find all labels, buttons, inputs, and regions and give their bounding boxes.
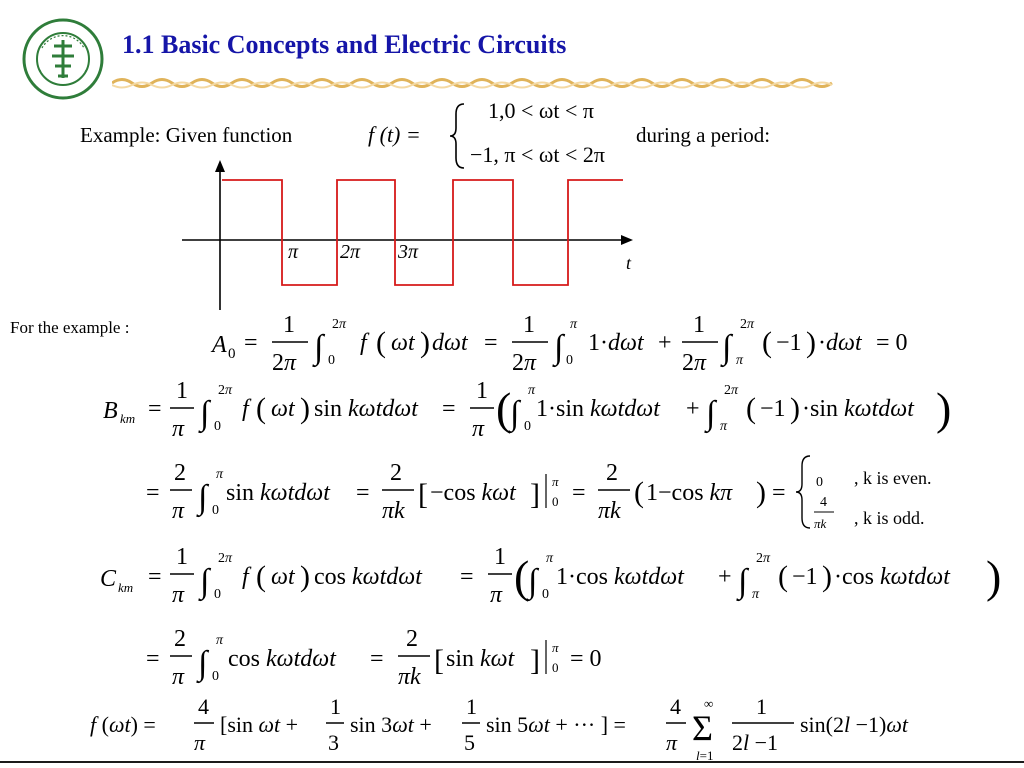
svg-text:=: =: [484, 330, 498, 356]
svg-text:2π: 2π: [740, 317, 755, 332]
svg-text:2π: 2π: [724, 383, 739, 398]
equation-bkm: [103, 378, 951, 442]
svg-text:−cos kωt: −cos kωt: [430, 480, 516, 506]
svg-text:π: π: [216, 633, 224, 648]
svg-text:1: 1: [176, 544, 188, 570]
svg-text:πk: πk: [382, 498, 405, 524]
svg-text:∫: ∫: [314, 329, 324, 366]
svg-text:cos kωtdωt: cos kωtdωt: [228, 646, 336, 672]
svg-text:2π: 2π: [218, 383, 233, 398]
svg-text:π: π: [172, 664, 185, 690]
svg-text:): ): [822, 560, 832, 593]
svg-text:∫: ∫: [722, 329, 732, 366]
svg-text:sin 3ωt +: sin 3ωt +: [350, 712, 432, 737]
svg-text:(: (: [256, 392, 266, 425]
svg-text:∫: ∫: [198, 479, 208, 516]
title-divider: [112, 74, 842, 92]
svg-text:]: ]: [530, 478, 540, 511]
svg-text:f (ωt) =: f (ωt) =: [90, 712, 156, 737]
svg-text:1: 1: [693, 312, 705, 338]
svg-text:1: 1: [283, 312, 295, 338]
svg-text:=: =: [148, 396, 162, 422]
svg-text:=: =: [244, 330, 258, 356]
svg-text:∫: ∫: [738, 563, 748, 600]
t-axis-label: t: [626, 253, 632, 273]
svg-text:0: 0: [214, 587, 221, 602]
svg-text:2: 2: [406, 626, 418, 652]
svg-text:2: 2: [606, 460, 618, 486]
svg-text:0: 0: [552, 494, 559, 509]
svg-text:f: f: [242, 396, 249, 422]
square-wave-figure: [170, 155, 650, 315]
svg-text:0: 0: [212, 503, 219, 518]
svg-text:π: π: [552, 640, 559, 655]
svg-text:π: π: [546, 551, 554, 566]
tick-label-3pi: 3π: [398, 241, 419, 263]
svg-text:2π: 2π: [756, 551, 771, 566]
svg-text:π: π: [172, 582, 185, 608]
svg-text:0: 0: [328, 353, 335, 368]
x-axis-arrow: [621, 235, 633, 245]
svg-text:π: π: [736, 353, 744, 368]
bottom-rule: [0, 761, 1024, 763]
svg-text:0: 0: [542, 587, 549, 602]
svg-text:=: =: [146, 480, 160, 506]
svg-text:−1: −1: [792, 564, 818, 590]
svg-text:): ): [936, 383, 952, 434]
svg-text:ωt: ωt: [271, 564, 295, 590]
tick-label-pi: π: [288, 241, 299, 263]
svg-text:π: π: [194, 730, 206, 755]
svg-text:π: π: [172, 416, 185, 442]
svg-text:π: π: [570, 317, 578, 332]
svg-text:−1: −1: [776, 330, 802, 356]
svg-text:l=1: l=1: [696, 748, 714, 760]
svg-text:1: 1: [523, 312, 535, 338]
svg-text:π: π: [490, 582, 503, 608]
svg-text:4: 4: [198, 694, 209, 719]
equations-block: [0, 300, 1024, 760]
svg-text:2l −1: 2l −1: [732, 730, 779, 755]
svg-text:): ): [790, 392, 800, 425]
svg-text:2π: 2π: [682, 350, 707, 376]
svg-text:sin(2l −1)ωt: sin(2l −1)ωt: [800, 712, 909, 737]
svg-text:1: 1: [330, 694, 341, 719]
svg-text:f: f: [360, 330, 367, 356]
svg-text:A: A: [212, 332, 227, 358]
svg-text:2π: 2π: [332, 317, 347, 332]
svg-text:π: π: [216, 467, 224, 482]
svg-text:∞: ∞: [704, 696, 714, 711]
svg-text:km: km: [120, 411, 136, 426]
parity-even-label: , k is even.: [854, 468, 932, 488]
svg-text:1: 1: [756, 694, 767, 719]
svg-text:[: [: [418, 478, 428, 511]
svg-text:[sin ωt +: [sin ωt +: [220, 712, 299, 737]
svg-text:∫: ∫: [510, 395, 520, 432]
svg-text:2: 2: [390, 460, 402, 486]
svg-text:=: =: [572, 480, 586, 506]
svg-text:=: =: [148, 564, 162, 590]
svg-text:∫: ∫: [706, 395, 716, 432]
svg-text:πk: πk: [398, 664, 421, 690]
svg-text:): ): [300, 392, 310, 425]
slide-title: 1.1 Basic Concepts and Electric Circuits: [122, 30, 567, 59]
svg-text:+: +: [718, 564, 732, 590]
svg-text:·dωt: ·dωt: [818, 330, 862, 356]
svg-text:1: 1: [494, 544, 506, 570]
svg-text:sin kωtdωt: sin kωtdωt: [226, 480, 330, 506]
svg-text:2: 2: [174, 460, 186, 486]
svg-text:=: =: [146, 646, 160, 672]
svg-text:): ): [806, 326, 816, 359]
svg-text:0: 0: [566, 353, 573, 368]
svg-text:0: 0: [228, 346, 236, 362]
svg-text:5: 5: [464, 730, 475, 755]
svg-text:1·dωt: 1·dωt: [588, 330, 644, 356]
svg-text:B: B: [103, 398, 118, 424]
svg-text:∫: ∫: [554, 329, 564, 366]
svg-text:dωt: dωt: [432, 330, 468, 356]
equation-a0: [210, 312, 908, 376]
svg-text:(: (: [762, 326, 772, 359]
svg-text:3: 3: [328, 730, 339, 755]
svg-text:4: 4: [670, 694, 681, 719]
svg-text:=: =: [772, 480, 786, 506]
parity-odd-den: πk: [814, 516, 827, 531]
svg-text:π: π: [720, 419, 728, 434]
svg-text:π: π: [752, 587, 760, 602]
svg-text:sin 5ωt + ··· ] =: sin 5ωt + ··· ] =: [486, 712, 626, 737]
svg-text:): ): [300, 560, 310, 593]
svg-text:1−cos kπ: 1−cos kπ: [646, 480, 733, 506]
svg-text:1: 1: [466, 694, 477, 719]
svg-text:0: 0: [214, 419, 221, 434]
svg-text:(: (: [634, 476, 644, 509]
svg-text:1: 1: [476, 378, 488, 404]
svg-text:f: f: [242, 564, 249, 590]
svg-text:sin kωtdωt: sin kωtdωt: [314, 396, 418, 422]
equation-ckm-2: [146, 626, 602, 690]
svg-text:0: 0: [524, 419, 531, 434]
svg-text:): ): [420, 326, 430, 359]
y-axis-arrow: [215, 160, 225, 172]
svg-text:0: 0: [212, 669, 219, 684]
svg-text:): ): [756, 476, 766, 509]
svg-text:+: +: [658, 330, 672, 356]
piecewise-lhs: f (t) =: [368, 122, 421, 147]
svg-text:sin kωt: sin kωt: [446, 646, 515, 672]
svg-text:Σ: Σ: [692, 708, 713, 748]
university-logo: [22, 18, 104, 100]
svg-text:=: =: [460, 564, 474, 590]
parity-odd-num: 4: [820, 495, 827, 510]
equation-series: [90, 694, 909, 760]
svg-text:2π: 2π: [272, 350, 297, 376]
svg-text:0: 0: [552, 660, 559, 675]
svg-text:π: π: [528, 383, 536, 398]
svg-text:(: (: [746, 392, 756, 425]
svg-text:(: (: [376, 326, 386, 359]
svg-text:km: km: [118, 580, 134, 595]
tick-label-2pi: 2π: [340, 241, 361, 263]
svg-text:2π: 2π: [512, 350, 537, 376]
svg-text:∫: ∫: [198, 645, 208, 682]
svg-text:·cos kωtdωt: ·cos kωtdωt: [834, 564, 950, 590]
piecewise-case2: −1, π < ωt < 2π: [470, 142, 606, 167]
svg-text:+: +: [686, 396, 700, 422]
svg-text:1: 1: [176, 378, 188, 404]
svg-text:ωt: ωt: [271, 396, 295, 422]
svg-text:πk: πk: [598, 498, 621, 524]
svg-text:(: (: [256, 560, 266, 593]
svg-text:2: 2: [174, 626, 186, 652]
for-example-label: For the example :: [10, 318, 130, 337]
svg-text:1·cos kωtdωt: 1·cos kωtdωt: [556, 564, 684, 590]
svg-text:= 0: = 0: [570, 646, 602, 672]
svg-text:= 0: = 0: [876, 330, 908, 356]
svg-text:2π: 2π: [218, 551, 233, 566]
svg-text:π: π: [666, 730, 678, 755]
equation-ckm: [100, 544, 1001, 608]
svg-text:=: =: [370, 646, 384, 672]
svg-text:∫: ∫: [200, 395, 210, 432]
piecewise-case1: 1,0 < ωt < π: [488, 98, 595, 123]
svg-text:=: =: [442, 396, 456, 422]
svg-text:C: C: [100, 566, 117, 592]
svg-text:ωt: ωt: [391, 330, 415, 356]
svg-text:=: =: [356, 480, 370, 506]
parity-odd-label: , k is odd.: [854, 508, 925, 528]
svg-text:∫: ∫: [200, 563, 210, 600]
example-intro: Example: Given function: [80, 123, 293, 147]
svg-text:π: π: [172, 498, 185, 524]
svg-text:]: ]: [530, 644, 540, 677]
svg-text:[: [: [434, 644, 444, 677]
svg-text:): ): [986, 551, 1002, 602]
svg-text:(: (: [778, 560, 788, 593]
svg-text:(: (: [514, 551, 530, 602]
axes: [182, 160, 633, 310]
example-outro: during a period:: [636, 123, 771, 147]
svg-text:1·sin kωtdωt: 1·sin kωtdωt: [536, 396, 660, 422]
svg-text:−1: −1: [760, 396, 786, 422]
svg-text:π: π: [552, 474, 559, 489]
svg-text:∫: ∫: [528, 563, 538, 600]
square-wave: [222, 180, 623, 285]
svg-text:π: π: [472, 416, 485, 442]
parity-even-value: 0: [816, 475, 823, 490]
svg-text:(: (: [496, 383, 512, 434]
svg-text:·sin kωtdωt: ·sin kωtdωt: [802, 396, 914, 422]
equation-bkm-2: [146, 456, 810, 528]
svg-text:cos kωtdωt: cos kωtdωt: [314, 564, 422, 590]
